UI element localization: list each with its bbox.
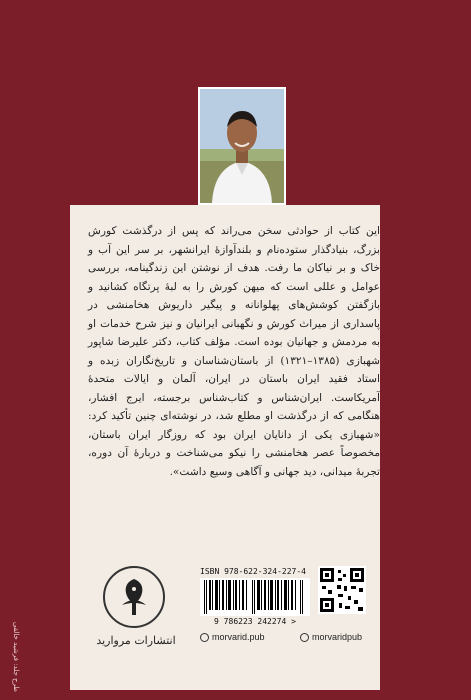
- author-photo: [198, 87, 286, 205]
- publisher-name: انتشارات مروارید: [96, 634, 176, 647]
- instagram-link[interactable]: [300, 632, 362, 642]
- cover-design-credit: طرح جلد: فرشید خالقی: [12, 621, 20, 692]
- website-text: morvarid.pub: [212, 632, 265, 642]
- bird-emblem-icon: [114, 575, 154, 619]
- instagram-handle: morvaridpub: [312, 632, 363, 642]
- website-link[interactable]: [200, 632, 265, 642]
- instagram-icon: [300, 633, 309, 642]
- qr-code: [318, 566, 366, 614]
- synopsis-text: این کتاب از حوادثی سخن می‌راند که پس از درگذشت کورش بزرگ، بنیادگذار ستوده‌نام و بلندآوازهٔ ایرانشهر، بر سر این آب و خاک و بر نیاکان ما رفت. هدف از نوشتن این زندگینامه، بررسی عوامل و عللی است که میهن کورش را به لبهٔ پرتگاه کشانید و بازگفتن کوشش‌های پهلوانانه و پیگیر داریوش هخامنشی در پاسداری از میراث کورش و نگهبانی ایرانیان و نیز شرح خدمات او به مردمش و جهانیان بوده است. مؤلف کتاب، دکتر علیرضا شاپور شهبازی (۱۳۸۵–۱۳۲۱) از باستان‌شناسان و تاریخ‌نگاران زبده و استاد فقید ایران باستان در ایران، آلمان و ایالات متحدهٔ آمریکاست. ایران‌شناس و کتاب‌شناس برجسته، ایرج افشار، هنگامی که از درگذشت او مطلع شد، در نوشته‌ای چنین تأکید کرد: «شهبازی یکی از دانایان ایران بود که روزگار ایران باستان، مخصوصاً عصر هخامنشی را نیکو می‌شناخت و دربارهٔ آن دوره، تجربهٔ میدانی، دید جهانی و آگاهی وسیع داشت».: [88, 225, 380, 478]
- barcode-number: 9 786223 242274 >: [214, 617, 296, 626]
- publisher-logo: [103, 566, 165, 628]
- globe-icon: [200, 633, 209, 642]
- isbn-label: ISBN 978-622-324-227-4: [200, 567, 306, 576]
- isbn-barcode: [200, 578, 310, 616]
